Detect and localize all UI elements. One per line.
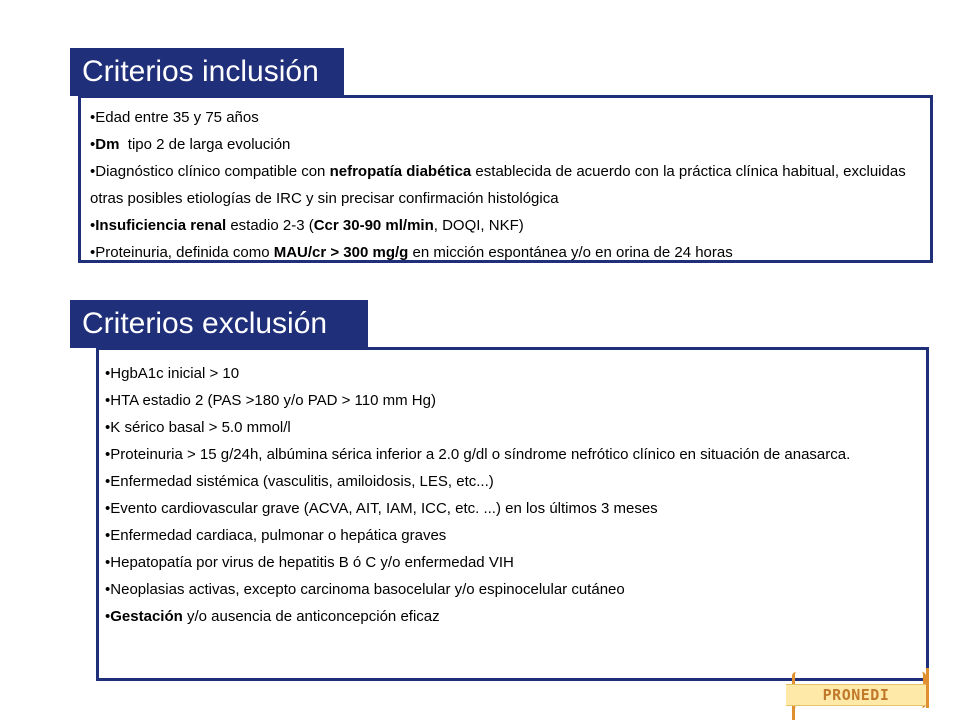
item-text: Edad entre 35 y 75 años — [95, 109, 259, 126]
bullet: • — [105, 500, 111, 517]
bullet: • — [105, 365, 111, 382]
bullet: • — [105, 419, 111, 436]
inclusion-criteria-list — [90, 104, 926, 266]
bullet: • — [105, 608, 111, 625]
list-item — [105, 522, 926, 549]
list-item — [105, 468, 926, 495]
item-text: estadio 2-3 ( — [226, 217, 314, 234]
item-text: Enfermedad sistémica (vasculitis, amiloidosis, LES, etc...) — [110, 473, 494, 490]
exclusion-criteria-title: Criterios exclusión — [70, 300, 368, 348]
logo-text: PRONEDI — [822, 686, 890, 704]
inclusion-criteria-box — [78, 95, 933, 263]
bullet: • — [90, 136, 96, 153]
bullet: • — [105, 473, 111, 490]
item-text-bold: Insuficiencia renal — [95, 217, 227, 234]
item-text: Proteinuria > 15 g/24h, albúmina sérica inferior a 2.0 g/dl o síndrome nefrótico clínico en situación de anasarca. — [110, 446, 851, 463]
bullet: • — [90, 109, 96, 126]
list-item — [105, 603, 926, 630]
list-item — [90, 131, 926, 158]
bullet: • — [105, 581, 111, 598]
item-text: , DOQI, NKF) — [433, 217, 524, 234]
logo-frame-accent — [926, 668, 929, 708]
bullet: • — [105, 527, 111, 544]
bullet: • — [90, 163, 96, 180]
list-item — [90, 104, 926, 131]
list-item — [105, 549, 926, 576]
inclusion-criteria-title: Criterios inclusión — [70, 48, 344, 96]
bullet: • — [105, 554, 111, 571]
item-text-bold: Dm — [95, 136, 120, 153]
exclusion-criteria-box — [96, 347, 929, 681]
item-text: en micción espontánea y/o en orina de 24 horas — [408, 244, 733, 261]
bullet: • — [105, 392, 111, 409]
list-item — [90, 239, 926, 266]
bullet: • — [90, 217, 96, 234]
item-text: HgbA1c inicial > 10 — [110, 365, 240, 382]
item-text: Diagnóstico clínico compatible con — [95, 163, 330, 180]
item-text: Proteinuria, definida como — [95, 244, 274, 261]
item-text: Hepatopatía por virus de hepatitis B ó C y/o enfermedad VIH — [110, 554, 514, 571]
list-item — [105, 576, 926, 603]
pronedi-logo — [786, 668, 934, 720]
bullet: • — [105, 446, 111, 463]
item-text: Enfermedad cardiaca, pulmonar o hepática graves — [110, 527, 447, 544]
list-item — [105, 441, 926, 468]
item-text-bold: nefropatía diabética — [329, 163, 472, 180]
item-text: K sérico basal > 5.0 mmol/l — [110, 419, 291, 436]
list-item — [105, 387, 926, 414]
list-item — [105, 495, 926, 522]
item-text-bold: Ccr 30-90 ml/min — [313, 217, 434, 234]
list-item — [105, 414, 926, 441]
item-text-bold: Gestación — [110, 608, 183, 625]
list-item — [90, 212, 926, 239]
exclusion-criteria-list — [105, 360, 926, 630]
item-text-bold: MAU/cr > 300 mg/g — [273, 244, 409, 261]
item-text: HTA estadio 2 (PAS >180 y/o PAD > 110 mm Hg) — [110, 392, 436, 409]
item-text: tipo 2 de larga evolución — [119, 136, 291, 153]
list-item — [90, 158, 926, 212]
item-text: establecida de acuerdo con la práctica clínica habitual, excluidas otras posibles etiologías de IRC y sin precisar confirmación histológica — [90, 163, 906, 207]
item-text: y/o ausencia de anticoncepción eficaz — [182, 608, 440, 625]
bullet: • — [90, 244, 96, 261]
item-text: Neoplasias activas, excepto carcinoma basocelular y/o espinocelular cutáneo — [110, 581, 625, 598]
logo-frame-accent — [792, 706, 795, 720]
item-text: Evento cardiovascular grave (ACVA, AIT, IAM, ICC, etc. ...) en los últimos 3 meses — [110, 500, 658, 517]
list-item — [105, 360, 926, 387]
